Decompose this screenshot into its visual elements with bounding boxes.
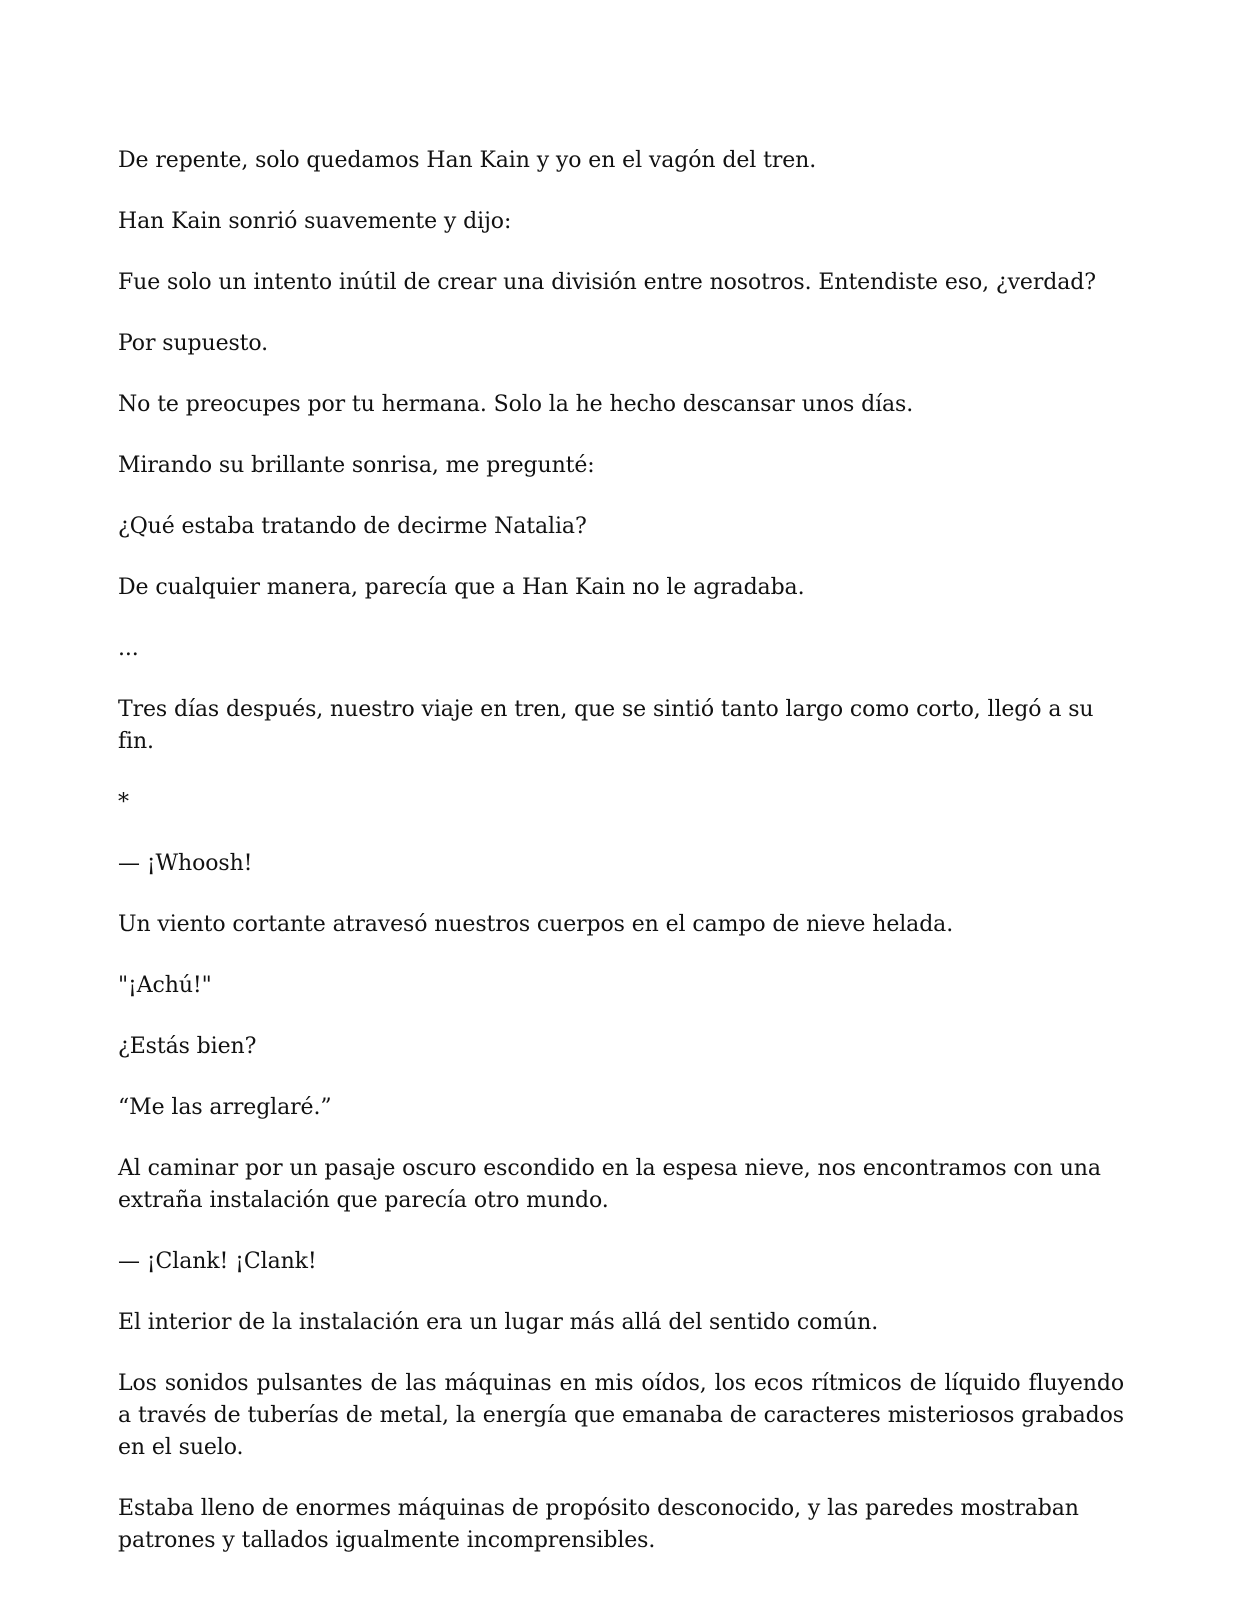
paragraph: Tres días después, nuestro viaje en tren, que se sintió tanto largo como corto, llegó a su fin. (118, 697, 1094, 754)
paragraph: El interior de la instalación era un lugar más allá del sentido común. (118, 1310, 879, 1335)
sound-effect: — ¡Clank! ¡Clank! (118, 1249, 317, 1274)
scene-break-asterisk: * (118, 790, 129, 815)
paragraph: Estaba lleno de enormes máquinas de propósito desconocido, y las paredes mostraban patrones y tallados igualmente incomprensibles. (118, 1496, 1079, 1553)
paragraph: Los sonidos pulsantes de las máquinas en mis oídos, los ecos rítmicos de líquido fluyendo a través de tuberías de metal, la energía que emanaba de caracteres misteriosos grabados en el suelo. (118, 1371, 1124, 1460)
paragraph: Un viento cortante atravesó nuestros cuerpos en el campo de nieve helada. (118, 912, 954, 937)
paragraph: Al caminar por un pasaje oscuro escondido en la espesa nieve, nos encontramos con una extraña instalación que parecía otro mundo. (118, 1156, 1101, 1213)
paragraph: Mirando su brillante sonrisa, me pregunté: (118, 453, 595, 478)
paragraph: Han Kain sonrió suavemente y dijo: (118, 209, 512, 234)
paragraph: No te preocupes por tu hermana. Solo la he hecho descansar unos días. (118, 392, 914, 417)
paragraph: Fue solo un intento inútil de crear una división entre nosotros. Entendiste eso, ¿verdad? (118, 270, 1096, 295)
text-column (118, 145, 1124, 1586)
sound-effect: — ¡Whoosh! (118, 851, 253, 876)
paragraph: De cualquier manera, parecía que a Han Kain no le agradaba. (118, 575, 805, 600)
paragraph: ¿Qué estaba tratando de decirme Natalia? (118, 514, 587, 539)
paragraph: Por supuesto. (118, 331, 269, 356)
dialogue: ¿Estás bien? (118, 1034, 257, 1059)
dialogue: “Me las arreglaré.” (118, 1095, 332, 1120)
scene-ellipsis: ... (118, 636, 139, 661)
paragraph: De repente, solo quedamos Han Kain y yo en el vagón del tren. (118, 148, 817, 173)
dialogue: "¡Achú!" (118, 973, 212, 998)
